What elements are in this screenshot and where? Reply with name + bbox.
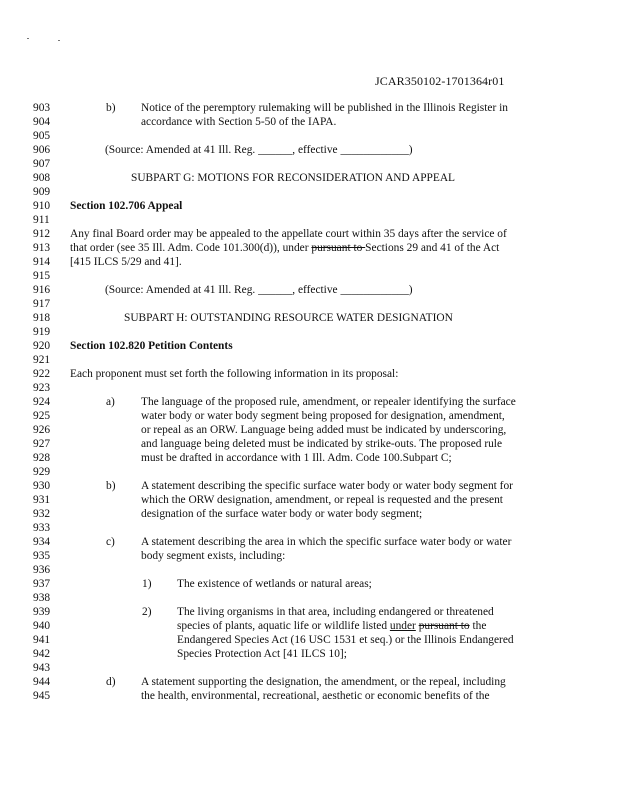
line-number: 903 [33, 102, 51, 114]
subitem-marker: 1) [142, 578, 152, 590]
line-number: 918 [33, 312, 51, 324]
line-number: 936 [33, 564, 51, 576]
scan-speck [58, 40, 60, 41]
line-918 [0, 311, 618, 325]
line-922 [0, 367, 618, 381]
subpart-heading: SUBPART G: MOTIONS FOR RECONSIDERATION AND APPEAL [131, 172, 456, 184]
line-number: 931 [33, 494, 51, 506]
line-number: 943 [33, 662, 51, 674]
line-number: 935 [33, 550, 51, 562]
line-924 [0, 395, 618, 409]
line-text: The language of the proposed rule, amendment, or repealer identifying the surface [141, 396, 516, 408]
line-921 [0, 353, 618, 367]
line-number: 919 [33, 326, 51, 338]
subpart-heading: SUBPART H: OUTSTANDING RESOURCE WATER DESIGNATION [124, 312, 453, 324]
line-text: or repeal as an ORW. Language being added must be indicated by underscoring, [141, 424, 507, 436]
line-text: must be drafted in accordance with 1 Ill. Adm. Code 100.Subpart C; [141, 452, 452, 464]
line-text: Species Protection Act [41 ILCS 10]; [177, 648, 347, 660]
section-heading: Section 102.820 Petition Contents [70, 340, 233, 352]
line-number: 941 [33, 634, 51, 646]
line-text: the health, environmental, recreational, aesthetic or economic benefits of the [141, 690, 490, 702]
line-number: 924 [33, 396, 51, 408]
line-929 [0, 465, 618, 479]
text-segment: Sections 29 and 41 of the Act [365, 242, 500, 254]
line-927 [0, 437, 618, 451]
line-text: accordance with Section 5-50 of the IAPA. [141, 116, 337, 128]
line-number: 904 [33, 116, 51, 128]
line-914 [0, 255, 618, 269]
line-928 [0, 451, 618, 465]
line-text: body segment exists, including: [141, 550, 286, 562]
line-917 [0, 297, 618, 311]
line-number: 913 [33, 242, 51, 254]
deleted-text: pursuant to [311, 242, 366, 254]
line-text: Notice of the peremptory rulemaking will be published in the Illinois Register in [141, 102, 508, 114]
line-number: 926 [33, 424, 51, 436]
line-910 [0, 199, 618, 213]
source-note: (Source: Amended at 41 Ill. Reg. ______, effective ____________) [105, 284, 413, 296]
line-text: which the ORW designation, amendment, or repeal is requested and the present [141, 494, 503, 506]
scan-speck [27, 38, 29, 39]
document-id-header: JCAR350102-1701364r01 [375, 74, 505, 88]
item-marker: b) [106, 480, 116, 492]
line-number: 940 [33, 620, 51, 632]
line-text: water body or water body segment being proposed for designation, amendment, [141, 410, 505, 422]
line-text: A statement describing the specific surface water body or water body segment for [141, 480, 513, 492]
line-number: 907 [33, 158, 51, 170]
line-number: 909 [33, 186, 51, 198]
line-number: 928 [33, 452, 51, 464]
line-number: 927 [33, 438, 51, 450]
line-907 [0, 157, 618, 171]
line-number: 921 [33, 354, 51, 366]
inserted-text: under [389, 620, 416, 632]
line-903 [0, 101, 618, 115]
line-text: A statement supporting the designation, the amendment, or the repeal, including [141, 676, 506, 688]
line-number: 942 [33, 648, 51, 660]
line-number: 914 [33, 256, 51, 268]
line-number: 937 [33, 578, 51, 590]
item-marker: a) [106, 396, 115, 408]
line-number: 911 [33, 214, 50, 226]
line-number: 915 [33, 270, 51, 282]
line-915 [0, 269, 618, 283]
line-920 [0, 339, 618, 353]
deleted-text: pursuant to [418, 620, 470, 632]
item-marker: c) [106, 536, 115, 548]
line-text: A statement describing the area in which the specific surface water body or water [141, 536, 512, 548]
line-942 [0, 647, 618, 661]
line-945 [0, 689, 618, 703]
line-number: 934 [33, 536, 51, 548]
line-text: Each proponent must set forth the following information in its proposal: [70, 368, 399, 380]
line-number: 906 [33, 144, 51, 156]
line-904 [0, 115, 618, 129]
line-number: 938 [33, 592, 51, 604]
line-944 [0, 675, 618, 689]
line-number: 920 [33, 340, 51, 352]
line-number: 910 [33, 200, 51, 212]
line-943 [0, 661, 618, 675]
line-number: 930 [33, 480, 51, 492]
line-936 [0, 563, 618, 577]
line-number: 917 [33, 298, 51, 310]
line-932 [0, 507, 618, 521]
item-marker: d) [106, 676, 116, 688]
line-923 [0, 381, 618, 395]
subitem-marker: 2) [142, 606, 152, 618]
line-925 [0, 409, 618, 423]
line-906 [0, 143, 618, 157]
line-text: The living organisms in that area, including endangered or threatened [177, 606, 494, 618]
line-number: 905 [33, 130, 51, 142]
line-text: and language being deleted must be indicated by strike-outs. The proposed rule [141, 438, 503, 450]
line-number: 933 [33, 522, 51, 534]
line-text: Endangered Species Act (16 USC 1531 et seq.) or the Illinois Endangered [177, 634, 514, 646]
line-number: 932 [33, 508, 51, 520]
line-935 [0, 549, 618, 563]
line-number: 916 [33, 284, 51, 296]
line-916 [0, 283, 618, 297]
line-number: 922 [33, 368, 51, 380]
line-939 [0, 605, 618, 619]
line-number: 912 [33, 228, 51, 240]
line-931 [0, 493, 618, 507]
line-926 [0, 423, 618, 437]
line-909 [0, 185, 618, 199]
line-940 [0, 619, 618, 633]
line-number: 944 [33, 676, 51, 688]
line-number: 929 [33, 466, 51, 478]
line-941 [0, 633, 618, 647]
line-text: designation of the surface water body or water body segment; [141, 508, 423, 520]
item-marker: b) [106, 102, 116, 114]
line-number: 939 [33, 606, 51, 618]
line-911 [0, 213, 618, 227]
line-number: 945 [33, 690, 51, 702]
line-number: 908 [33, 172, 51, 184]
line-905 [0, 129, 618, 143]
line-number: 925 [33, 410, 51, 422]
line-number: 923 [33, 382, 51, 394]
line-937 [0, 577, 618, 591]
text-segment: the [469, 620, 487, 632]
line-933 [0, 521, 618, 535]
line-text: Any final Board order may be appealed to the appellate court within 35 days after the service of [70, 228, 507, 240]
line-930 [0, 479, 618, 493]
line-919 [0, 325, 618, 339]
text-segment: that order (see 35 Ill. Adm. Code 101.300(d)), under [70, 242, 312, 254]
line-913 [0, 241, 618, 255]
line-text: The existence of wetlands or natural areas; [177, 578, 372, 590]
line-text [70, 241, 499, 255]
line-912 [0, 227, 618, 241]
line-934 [0, 535, 618, 549]
line-938 [0, 591, 618, 605]
text-segment: species of plants, aquatic life or wildlife listed [177, 620, 390, 632]
source-note: (Source: Amended at 41 Ill. Reg. ______, effective ____________) [105, 144, 413, 156]
section-heading: Section 102.706 Appeal [70, 200, 183, 212]
line-text: [415 ILCS 5/29 and 41]. [70, 256, 182, 268]
line-908 [0, 171, 618, 185]
line-text [177, 619, 486, 633]
